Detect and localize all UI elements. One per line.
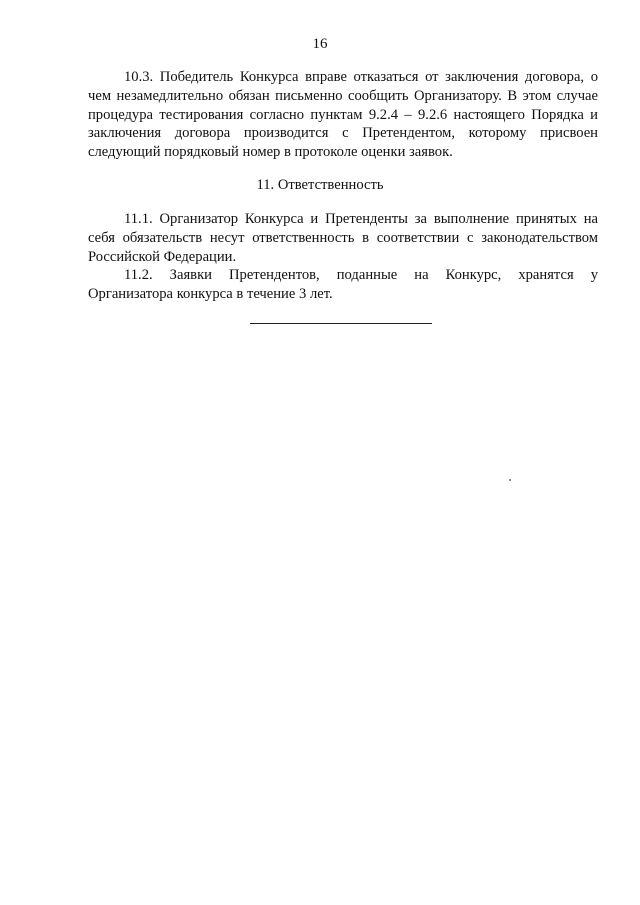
paragraph-11-2-first-line: 11.2. Заявки Претендентов, поданные на Конкурс, хранятся у — [124, 267, 598, 284]
paragraph-11-1: 11.1. Организатор Конкурса и Претенденты за выполнение принятых на себя обязательств несут ответственность в соответствии с законодательством Российской Федерации. — [88, 211, 598, 265]
section-11-heading: 11. Ответственность — [256, 177, 384, 193]
section-11-body — [88, 210, 598, 304]
paragraph-11-2-second-line: Организатора конкурса в течение 3 лет. — [88, 286, 333, 303]
page-number: 16 — [312, 36, 328, 52]
end-of-document-rule — [250, 323, 432, 324]
section-10-body — [88, 68, 598, 162]
paragraph-10-3: 10.3. Победитель Конкурса вправе отказаться от заключения договора, о чем незамедлительно обязан письменно сообщить Организатору. В этом случае процедура тестирования согласно пунктам 9.2.4 – 9.2.6 настоящего Порядка и заключения договора производится с Претендентом, которому присвоен следующий порядковый номер в протоколе оценки заявок. — [88, 69, 598, 161]
scan-speck — [509, 479, 511, 481]
